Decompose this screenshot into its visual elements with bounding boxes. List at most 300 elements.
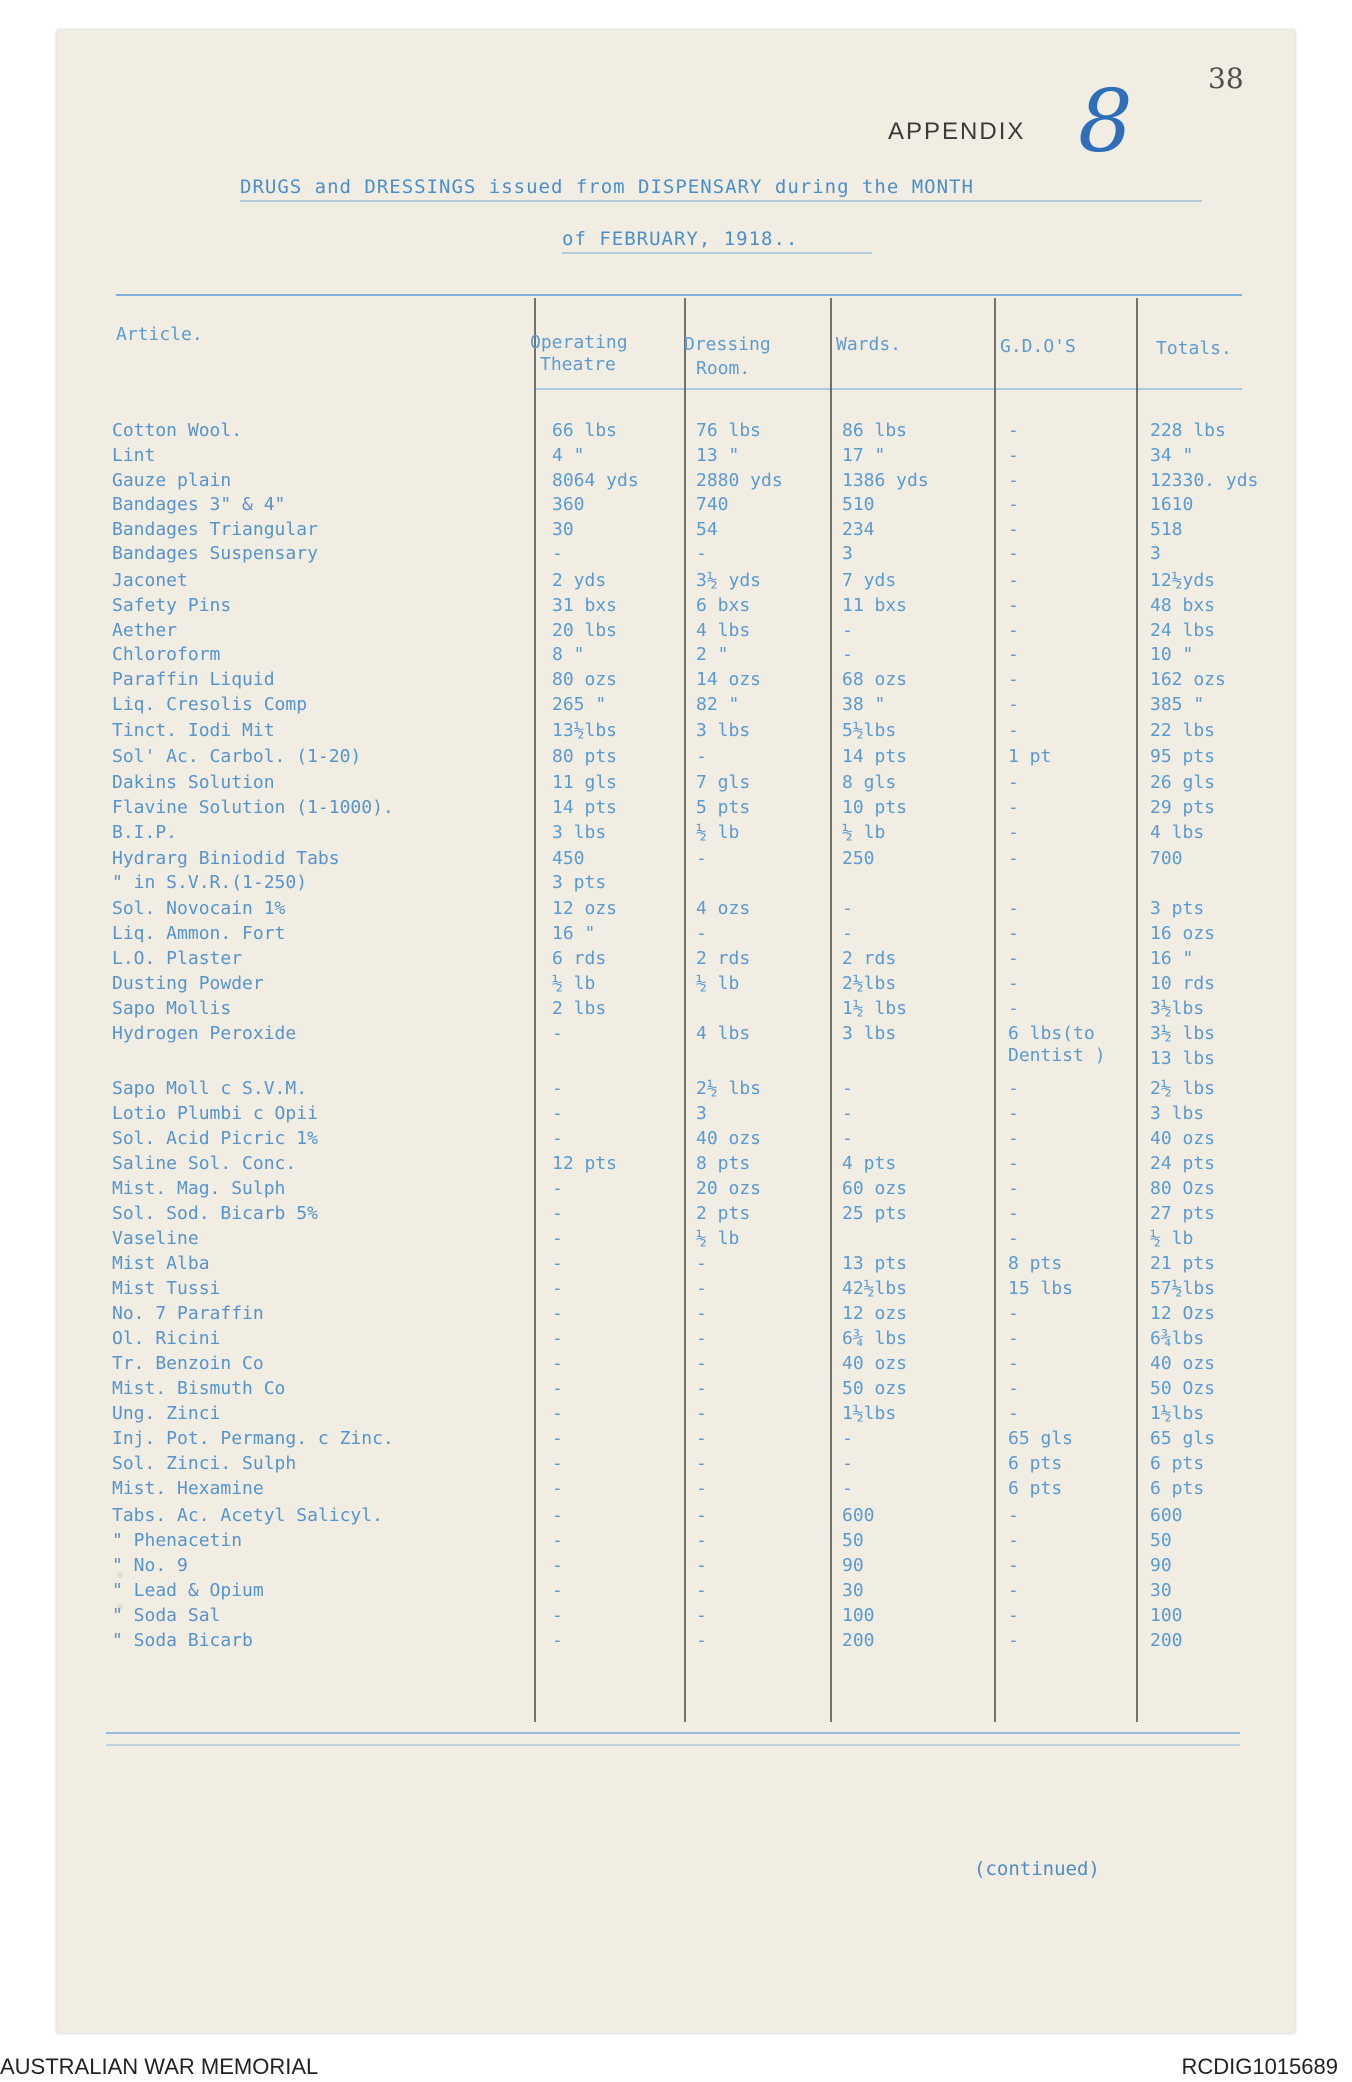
cell-dr: - xyxy=(696,848,707,869)
cell-wa: 86 lbs xyxy=(842,420,908,441)
cell-to: 26 gls xyxy=(1150,772,1216,793)
cell-op: ½ lb xyxy=(552,973,596,994)
cell-dr: - xyxy=(696,1555,707,1576)
cell-gd: 6 pts xyxy=(1008,1453,1063,1474)
cell-article: Liq. Ammon. Fort xyxy=(112,923,286,944)
cell-article: Hydrogen Peroxide xyxy=(112,1023,297,1044)
cell-to: 228 lbs xyxy=(1150,420,1226,441)
cell-gd: - xyxy=(1008,694,1019,715)
cell-wa: 90 xyxy=(842,1555,864,1576)
cell-op: - xyxy=(552,1378,563,1399)
column-rule xyxy=(994,298,996,1722)
cell-to: 100 xyxy=(1150,1605,1183,1626)
table-top-rule xyxy=(116,294,1242,296)
cell-wa: - xyxy=(842,644,853,665)
cell-dr: - xyxy=(696,1278,707,1299)
cell-gd: - xyxy=(1008,797,1019,818)
cell-wa: 13 pts xyxy=(842,1253,908,1274)
cell-to: 6 pts xyxy=(1150,1453,1205,1474)
column-rule xyxy=(1136,298,1138,1722)
cell-to: 24 lbs xyxy=(1150,620,1216,641)
cell-article: Liq. Cresolis Comp xyxy=(112,694,308,715)
cell-to: 27 pts xyxy=(1150,1203,1216,1224)
cell-dr: - xyxy=(696,1453,707,1474)
cell-op: - xyxy=(552,1023,563,1044)
cell-wa: 200 xyxy=(842,1630,875,1651)
cell-to: 3 pts xyxy=(1150,898,1205,919)
cell-article: Lint xyxy=(112,445,156,466)
cell-gd: - xyxy=(1008,1103,1019,1124)
cell-op: 12 pts xyxy=(552,1153,618,1174)
cell-to: 90 xyxy=(1150,1555,1172,1576)
cell-article: Lotio Plumbi c Opii xyxy=(112,1103,318,1124)
cell-op: - xyxy=(552,1428,563,1449)
cell-article: " Phenacetin xyxy=(112,1530,243,1551)
cell-wa: 1½ lbs xyxy=(842,998,908,1019)
cell-op: 80 ozs xyxy=(552,669,618,690)
cell-dr: 2 rds xyxy=(696,948,751,969)
cell-gd: - xyxy=(1008,1630,1019,1651)
cell-gd: - xyxy=(1008,470,1019,491)
cell-gd: - xyxy=(1008,1353,1019,1374)
cell-to: 16 " xyxy=(1150,948,1194,969)
cell-gd: - xyxy=(1008,570,1019,591)
cell-article: Mist. Mag. Sulph xyxy=(112,1178,286,1199)
cell-gd: - xyxy=(1008,998,1019,1019)
cell-dr: 14 ozs xyxy=(696,669,762,690)
cell-op: - xyxy=(552,1580,563,1601)
cell-to: 21 pts xyxy=(1150,1253,1216,1274)
cell-wa: 14 pts xyxy=(842,746,908,767)
cell-gd: - xyxy=(1008,898,1019,919)
cell-gd: - xyxy=(1008,1128,1019,1149)
header-gdo: G.D.O'S xyxy=(1000,336,1076,357)
cell-wa: - xyxy=(842,1428,853,1449)
header-operating: Operating xyxy=(530,332,628,353)
cell-op: 11 gls xyxy=(552,772,618,793)
cell-op: - xyxy=(552,1303,563,1324)
column-rule xyxy=(830,298,832,1722)
cell-op: - xyxy=(552,1353,563,1374)
cell-to: 65 gls xyxy=(1150,1428,1216,1449)
cell-dr: - xyxy=(696,1353,707,1374)
cell-to: 3 xyxy=(1150,543,1161,564)
cell-dr: ½ lb xyxy=(696,973,740,994)
cell-to: 1½lbs xyxy=(1150,1403,1205,1424)
cell-dr: 20 ozs xyxy=(696,1178,762,1199)
cell-op: 3 lbs xyxy=(552,822,607,843)
cell-gd: - xyxy=(1008,1403,1019,1424)
cell-wa: 11 bxs xyxy=(842,595,908,616)
cell-dr: 2½ lbs xyxy=(696,1078,762,1099)
continued-note: (continued) xyxy=(974,1858,1100,1880)
cell-dr: - xyxy=(696,1478,707,1499)
cell-gd: - xyxy=(1008,948,1019,969)
cell-to: 6¾lbs xyxy=(1150,1328,1205,1349)
cell-wa: 12 ozs xyxy=(842,1303,908,1324)
cell-gd: - xyxy=(1008,669,1019,690)
cell-op: 6 rds xyxy=(552,948,607,969)
cell-to: 3 lbs xyxy=(1150,1103,1205,1124)
cell-gd: - xyxy=(1008,1328,1019,1349)
cell-wa: 68 ozs xyxy=(842,669,908,690)
cell-article: Mist Alba xyxy=(112,1253,210,1274)
cell-wa: 42½lbs xyxy=(842,1278,908,1299)
cell-gd: - xyxy=(1008,543,1019,564)
cell-wa: - xyxy=(842,1078,853,1099)
cell-gd: - xyxy=(1008,848,1019,869)
cell-op: - xyxy=(552,1103,563,1124)
cell-wa: - xyxy=(842,1128,853,1149)
cell-dr: 7 gls xyxy=(696,772,751,793)
cell-article: Sol. Zinci. Sulph xyxy=(112,1453,297,1474)
cell-to: 6 pts xyxy=(1150,1478,1205,1499)
cell-dr: - xyxy=(696,746,707,767)
cell-to: 12330. yds xyxy=(1150,470,1259,491)
column-rule xyxy=(534,298,536,1722)
cell-article: Gauze plain xyxy=(112,470,232,491)
cell-gd: 1 pt xyxy=(1008,746,1052,767)
cell-to: 518 xyxy=(1150,519,1183,540)
cell-gd: - xyxy=(1008,595,1019,616)
cell-to: 3½ lbs xyxy=(1150,1023,1216,1044)
cell-to: 50 xyxy=(1150,1530,1172,1551)
cell-to: 50 Ozs xyxy=(1150,1378,1216,1399)
header-article: Article. xyxy=(116,324,203,345)
cell-to: 40 ozs xyxy=(1150,1353,1216,1374)
cell-op: - xyxy=(552,1278,563,1299)
cell-op: - xyxy=(552,1228,563,1249)
cell-gd: - xyxy=(1008,1078,1019,1099)
cell-article: Vaseline xyxy=(112,1228,199,1249)
cell-op: - xyxy=(552,1128,563,1149)
cell-article: " in S.V.R.(1-250) xyxy=(112,872,308,893)
cell-to: 80 Ozs xyxy=(1150,1178,1216,1199)
cell-wa: 3 lbs xyxy=(842,1023,897,1044)
cell-to: 10 " xyxy=(1150,644,1194,665)
cell-dr: 76 lbs xyxy=(696,420,762,441)
cell-dr: 8 pts xyxy=(696,1153,751,1174)
cell-to: 162 ozs xyxy=(1150,669,1226,690)
cell-article: Aether xyxy=(112,620,178,641)
cell-dr: - xyxy=(696,1403,707,1424)
cell-to: 24 pts xyxy=(1150,1153,1216,1174)
cell-op: - xyxy=(552,1203,563,1224)
cell-to: 2½ lbs xyxy=(1150,1078,1216,1099)
cell-op: 265 " xyxy=(552,694,607,715)
cell-gd: - xyxy=(1008,772,1019,793)
cell-to: 29 pts xyxy=(1150,797,1216,818)
cell-op: - xyxy=(552,1078,563,1099)
cell-op: - xyxy=(552,1453,563,1474)
footer-record-id: RCDIG1015689 xyxy=(1181,2054,1338,2079)
cell-article: Mist. Bismuth Co xyxy=(112,1378,286,1399)
cell-op: - xyxy=(552,1630,563,1651)
cell-op: - xyxy=(552,1403,563,1424)
table-bottom-rule xyxy=(106,1732,1240,1734)
cell-op: 66 lbs xyxy=(552,420,618,441)
cell-wa: 25 pts xyxy=(842,1203,908,1224)
header-totals: Totals. xyxy=(1156,338,1232,359)
cell-op: 16 " xyxy=(552,923,596,944)
cell-to: 385 " xyxy=(1150,694,1205,715)
cell-dr: 6 bxs xyxy=(696,595,751,616)
title-line-2: of FEBRUARY, 1918.. xyxy=(562,228,799,250)
cell-gd: - xyxy=(1008,1605,1019,1626)
header-wards: Wards. xyxy=(836,334,902,355)
cell-op: 2 yds xyxy=(552,570,607,591)
cell-gd: - xyxy=(1008,445,1019,466)
cell-dr: - xyxy=(696,1630,707,1651)
cell-dr: 40 ozs xyxy=(696,1128,762,1149)
table-bottom-rule xyxy=(106,1744,1240,1746)
cell-to: 40 ozs xyxy=(1150,1128,1216,1149)
cell-op: 360 xyxy=(552,494,585,515)
cell-op: - xyxy=(552,1178,563,1199)
cell-dr: - xyxy=(696,1505,707,1526)
cell-gd: 6 lbs(to Dentist ) xyxy=(1008,1023,1106,1066)
cell-op: - xyxy=(552,1478,563,1499)
title-underline xyxy=(240,200,1202,202)
cell-wa: - xyxy=(842,898,853,919)
cell-dr: 3 lbs xyxy=(696,720,751,741)
cell-dr: 5 pts xyxy=(696,797,751,818)
cell-gd: - xyxy=(1008,620,1019,641)
cell-wa: 234 xyxy=(842,519,875,540)
cell-article: Inj. Pot. Permang. c Zinc. xyxy=(112,1428,394,1449)
cell-wa: 2 rds xyxy=(842,948,897,969)
cell-to: 200 xyxy=(1150,1630,1183,1651)
cell-to: ½ lb xyxy=(1150,1228,1194,1249)
cell-article: Flavine Solution (1-1000). xyxy=(112,797,394,818)
cell-gd: - xyxy=(1008,1303,1019,1324)
cell-op: 450 xyxy=(552,848,585,869)
cell-wa: 100 xyxy=(842,1605,875,1626)
cell-wa: - xyxy=(842,1103,853,1124)
cell-to: 16 ozs xyxy=(1150,923,1216,944)
cell-article: " Soda Bicarb xyxy=(112,1630,253,1651)
cell-to: 13 lbs xyxy=(1150,1048,1216,1069)
cell-article: Dakins Solution xyxy=(112,772,275,793)
cell-op: 2 lbs xyxy=(552,998,607,1019)
cell-article: L.O. Plaster xyxy=(112,948,243,969)
cell-op: - xyxy=(552,1253,563,1274)
cell-to: 57½lbs xyxy=(1150,1278,1216,1299)
cell-article: Sapo Mollis xyxy=(112,998,232,1019)
cell-op: - xyxy=(552,1328,563,1349)
cell-to: 700 xyxy=(1150,848,1183,869)
cell-article: Mist. Hexamine xyxy=(112,1478,264,1499)
cell-article: Sol' Ac. Carbol. (1-20) xyxy=(112,746,362,767)
cell-op: 30 xyxy=(552,519,574,540)
cell-article: Tinct. Iodi Mit xyxy=(112,720,275,741)
cell-article: Chloroform xyxy=(112,644,221,665)
cell-dr: 54 xyxy=(696,519,718,540)
title-underline xyxy=(562,252,872,254)
cell-wa: - xyxy=(842,1453,853,1474)
cell-article: Sol. Acid Picric 1% xyxy=(112,1128,318,1149)
cell-op: 8064 yds xyxy=(552,470,639,491)
cell-article: Sol. Sod. Bicarb 5% xyxy=(112,1203,318,1224)
cell-dr: - xyxy=(696,1378,707,1399)
cell-op: - xyxy=(552,1605,563,1626)
cell-wa: ½ lb xyxy=(842,822,886,843)
cell-wa: - xyxy=(842,620,853,641)
cell-article: Bandages Triangular xyxy=(112,519,318,540)
cell-dr: 4 lbs xyxy=(696,1023,751,1044)
cell-wa: 8 gls xyxy=(842,772,897,793)
header-operating-2: Theatre xyxy=(540,354,616,375)
cell-wa: 17 " xyxy=(842,445,886,466)
cell-gd: - xyxy=(1008,494,1019,515)
footer-archive-name: AUSTRALIAN WAR MEMORIAL xyxy=(0,2054,319,2079)
cell-to: 48 bxs xyxy=(1150,595,1216,616)
cell-wa: 250 xyxy=(842,848,875,869)
cell-gd: - xyxy=(1008,822,1019,843)
cell-to: 95 pts xyxy=(1150,746,1216,767)
cell-wa: 1386 yds xyxy=(842,470,929,491)
cell-gd: - xyxy=(1008,644,1019,665)
cell-op: - xyxy=(552,543,563,564)
cell-op: 80 pts xyxy=(552,746,618,767)
cell-article: " Soda Sal xyxy=(112,1605,221,1626)
cell-wa: - xyxy=(842,923,853,944)
cell-wa: 6¾ lbs xyxy=(842,1328,908,1349)
cell-article: Bandages Suspensary xyxy=(112,543,318,564)
cell-gd: 15 lbs xyxy=(1008,1278,1074,1299)
cell-article: Cotton Wool. xyxy=(112,420,243,441)
cell-article: Hydrarg Biniodid Tabs xyxy=(112,848,340,869)
cell-gd: - xyxy=(1008,1203,1019,1224)
cell-dr: 3½ yds xyxy=(696,570,762,591)
cell-dr: - xyxy=(696,1253,707,1274)
cell-wa: 10 pts xyxy=(842,797,908,818)
cell-article: Mist Tussi xyxy=(112,1278,221,1299)
cell-dr: - xyxy=(696,1530,707,1551)
cell-gd: - xyxy=(1008,519,1019,540)
cell-gd: - xyxy=(1008,1505,1019,1526)
cell-article: " Lead & Opium xyxy=(112,1580,264,1601)
page-number: 38 xyxy=(1208,62,1244,95)
cell-article: Tr. Benzoin Co xyxy=(112,1353,264,1374)
cell-article: Tabs. Ac. Acetyl Salicyl. xyxy=(112,1505,383,1526)
cell-gd: - xyxy=(1008,1555,1019,1576)
cell-dr: ½ lb xyxy=(696,1228,740,1249)
cell-op: 20 lbs xyxy=(552,620,618,641)
cell-gd: - xyxy=(1008,1153,1019,1174)
cell-wa: 3 xyxy=(842,543,853,564)
cell-wa: 60 ozs xyxy=(842,1178,908,1199)
cell-dr: 2880 yds xyxy=(696,470,783,491)
cell-op: - xyxy=(552,1505,563,1526)
cell-dr: - xyxy=(696,543,707,564)
cell-dr: - xyxy=(696,1328,707,1349)
appendix-number: 8 xyxy=(1078,72,1133,172)
cell-wa: 7 yds xyxy=(842,570,897,591)
cell-article: Ung. Zinci xyxy=(112,1403,221,1424)
header-dressing: Dressing xyxy=(684,334,771,355)
cell-gd: 65 gls xyxy=(1008,1428,1074,1449)
cell-to: 600 xyxy=(1150,1505,1183,1526)
cell-dr: 3 xyxy=(696,1103,707,1124)
cell-op: 3 pts xyxy=(552,872,607,893)
cell-op: 14 pts xyxy=(552,797,618,818)
cell-wa: 5½lbs xyxy=(842,720,897,741)
cell-article: " No. 9 xyxy=(112,1555,188,1576)
cell-article: Saline Sol. Conc. xyxy=(112,1153,297,1174)
cell-wa: 50 xyxy=(842,1530,864,1551)
column-rule xyxy=(684,298,686,1722)
cell-wa: 1½lbs xyxy=(842,1403,897,1424)
cell-article: Paraffin Liquid xyxy=(112,669,275,690)
cell-wa: 30 xyxy=(842,1580,864,1601)
cell-wa: 50 ozs xyxy=(842,1378,908,1399)
cell-to: 12 Ozs xyxy=(1150,1303,1216,1324)
cell-to: 4 lbs xyxy=(1150,822,1205,843)
cell-dr: - xyxy=(696,1428,707,1449)
cell-dr: - xyxy=(696,923,707,944)
cell-dr: 82 " xyxy=(696,694,740,715)
cell-dr: 740 xyxy=(696,494,729,515)
cell-gd: 6 pts xyxy=(1008,1478,1063,1499)
cell-article: Jaconet xyxy=(112,570,188,591)
cell-article: No. 7 Paraffin xyxy=(112,1303,264,1324)
cell-gd: - xyxy=(1008,973,1019,994)
cell-article: B.I.P. xyxy=(112,822,178,843)
cell-op: 13½lbs xyxy=(552,720,618,741)
cell-op: 31 bxs xyxy=(552,595,618,616)
cell-wa: 38 " xyxy=(842,694,886,715)
cell-wa: 510 xyxy=(842,494,875,515)
cell-dr: 4 lbs xyxy=(696,620,751,641)
cell-dr: 4 ozs xyxy=(696,898,751,919)
cell-gd: 8 pts xyxy=(1008,1253,1063,1274)
cell-to: 34 " xyxy=(1150,445,1194,466)
cell-gd: - xyxy=(1008,720,1019,741)
cell-to: 22 lbs xyxy=(1150,720,1216,741)
cell-gd: - xyxy=(1008,1228,1019,1249)
cell-gd: - xyxy=(1008,923,1019,944)
cell-article: Sol. Novocain 1% xyxy=(112,898,286,919)
cell-gd: - xyxy=(1008,1530,1019,1551)
cell-article: Safety Pins xyxy=(112,595,232,616)
appendix-label: APPENDIX xyxy=(888,118,1026,145)
cell-gd: - xyxy=(1008,1378,1019,1399)
cell-op: - xyxy=(552,1555,563,1576)
cell-dr: 2 pts xyxy=(696,1203,751,1224)
cell-op: 8 " xyxy=(552,644,585,665)
cell-to: 10 rds xyxy=(1150,973,1216,994)
cell-gd: - xyxy=(1008,1580,1019,1601)
cell-wa: - xyxy=(842,1478,853,1499)
cell-dr: 2 " xyxy=(696,644,729,665)
cell-dr: - xyxy=(696,1303,707,1324)
cell-wa: 4 pts xyxy=(842,1153,897,1174)
cell-to: 30 xyxy=(1150,1580,1172,1601)
cell-wa: 600 xyxy=(842,1505,875,1526)
cell-op: 12 ozs xyxy=(552,898,618,919)
cell-article: Dusting Powder xyxy=(112,973,264,994)
cell-wa: 2½lbs xyxy=(842,973,897,994)
cell-dr: ½ lb xyxy=(696,822,740,843)
title-line-1: DRUGS and DRESSINGS issued from DISPENSARY during the MONTH xyxy=(240,176,974,198)
cell-dr: 13 " xyxy=(696,445,740,466)
cell-gd: - xyxy=(1008,1178,1019,1199)
cell-dr: - xyxy=(696,1580,707,1601)
cell-op: 4 " xyxy=(552,445,585,466)
cell-article: Sapo Moll c S.V.M. xyxy=(112,1078,308,1099)
header-dressing-2: Room. xyxy=(696,358,751,379)
